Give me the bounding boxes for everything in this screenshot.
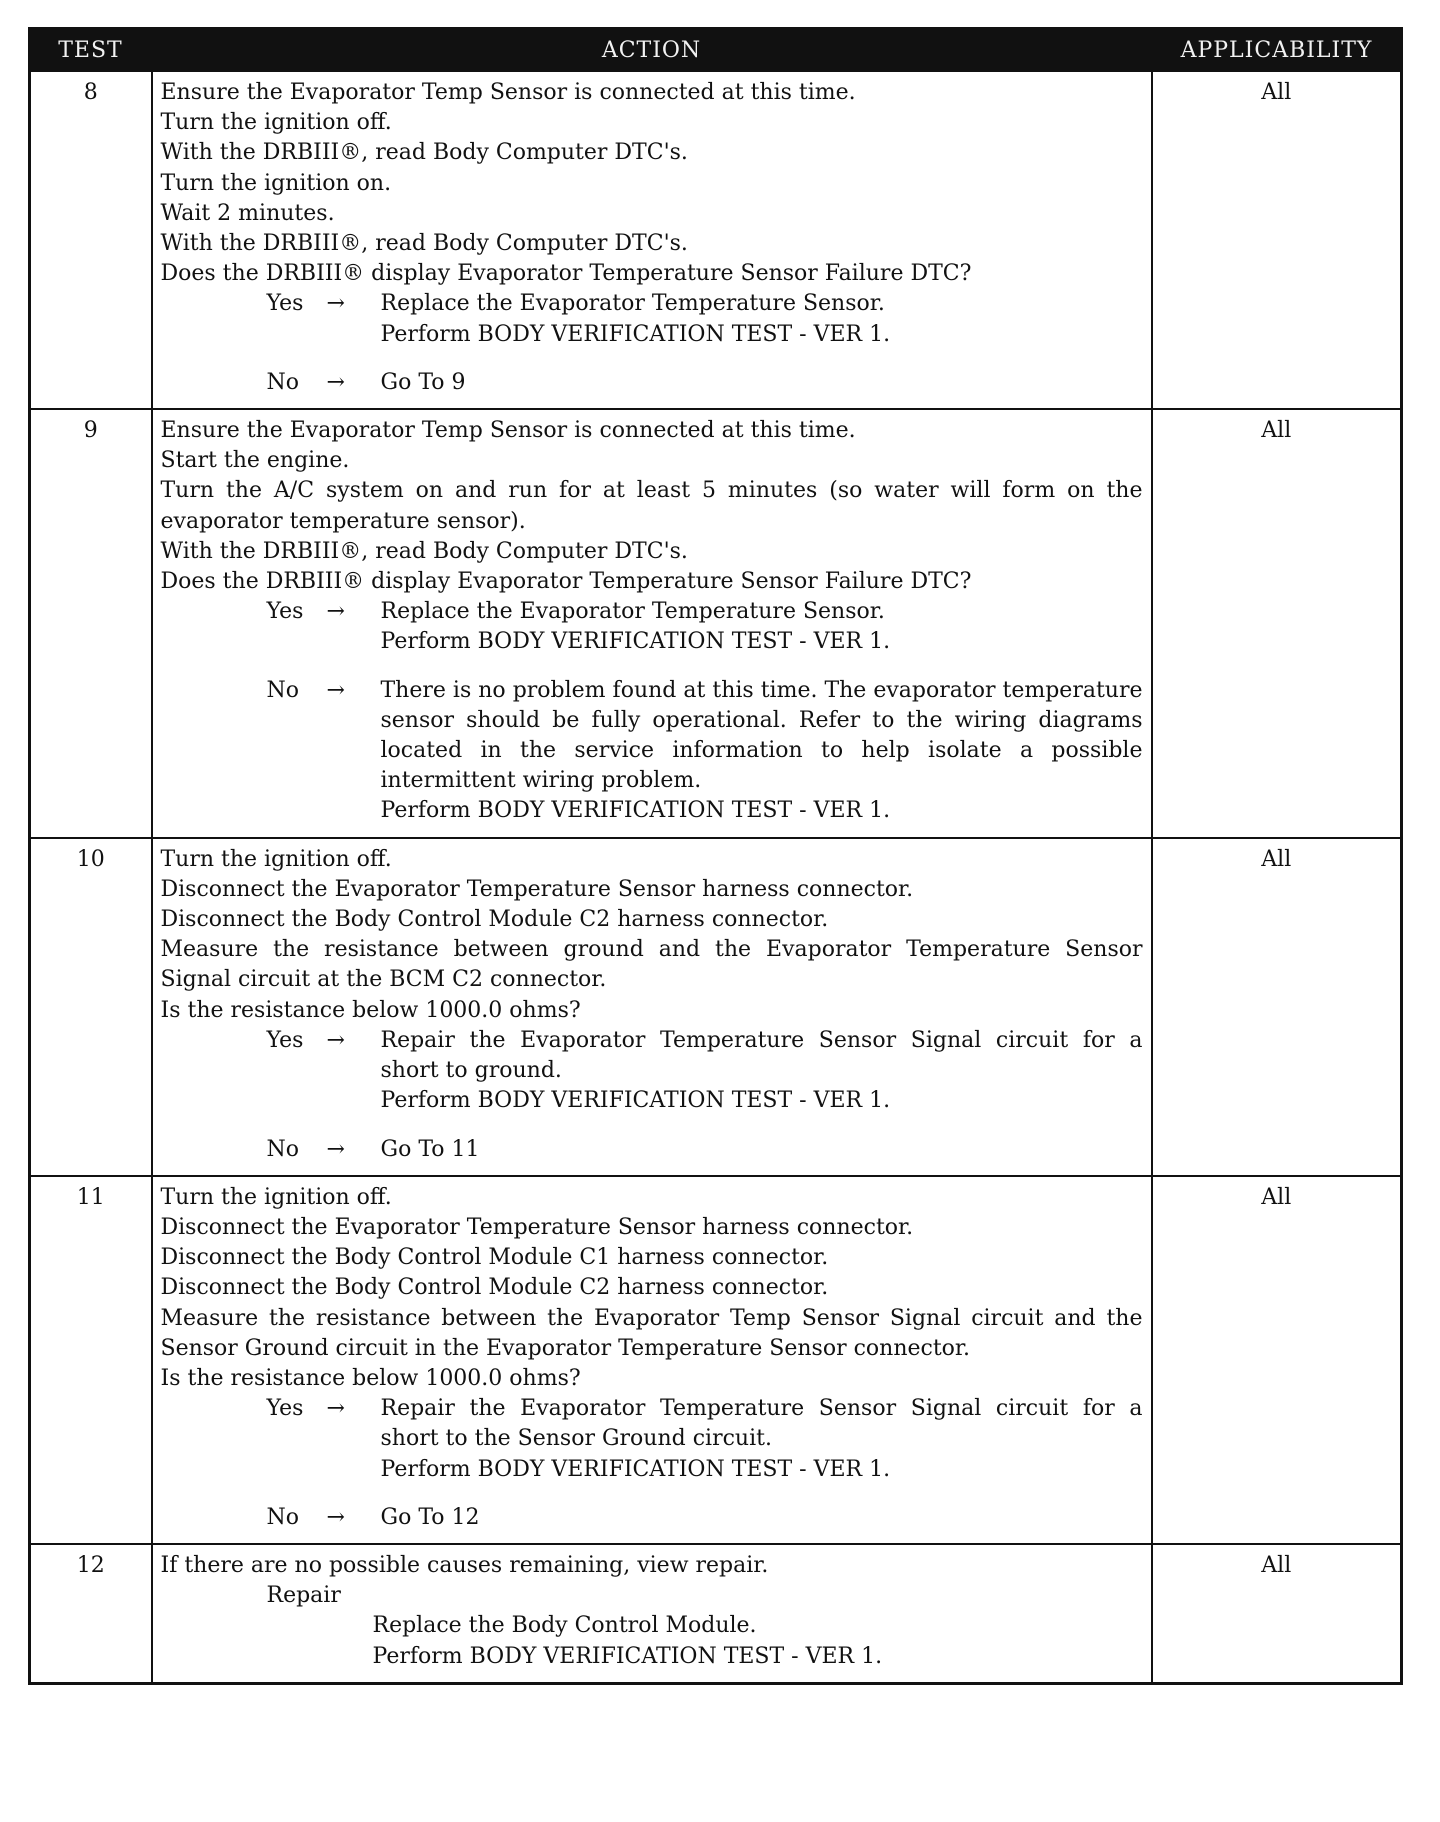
outcome-line: Perform BODY VERIFICATION TEST - VER 1.	[380, 1456, 891, 1482]
outcome-line: Perform BODY VERIFICATION TEST - VER 1.	[380, 629, 891, 655]
outcome-no-text	[381, 1135, 1143, 1165]
step-line: Does the DRBIII® display Evaporator Temperature Sensor Failure DTC?	[160, 569, 972, 595]
step-line: Ensure the Evaporator Temp Sensor is connected at this time.	[160, 418, 856, 444]
applicability-value: All	[1152, 838, 1402, 1176]
test-number: 8	[30, 71, 152, 409]
step-line: Turn the ignition off.	[160, 846, 392, 872]
applicability-value: All	[1152, 409, 1402, 838]
step-line: Disconnect the Evaporator Temperature Sensor harness connector.	[160, 1214, 914, 1240]
repair-label: Repair	[266, 1583, 341, 1609]
action-cell	[152, 1176, 1152, 1544]
outcome-no	[161, 676, 1143, 827]
table-row	[30, 71, 1402, 409]
outcome-no-text	[381, 676, 1143, 827]
outcome-yes-label: Yes	[266, 1396, 304, 1422]
outcome-no	[161, 368, 1143, 398]
outcome-line: Go To 12	[380, 1504, 480, 1530]
repair-lines	[373, 1611, 1143, 1671]
right-arrow-icon: →	[326, 369, 345, 395]
step-line: Start the engine.	[160, 448, 350, 474]
outcome-line: Perform BODY VERIFICATION TEST - VER 1.	[380, 798, 891, 824]
outcome-line: Go To 9	[380, 369, 466, 395]
outcome-line: Perform BODY VERIFICATION TEST - VER 1.	[380, 1088, 891, 1114]
header-action: ACTION	[152, 29, 1152, 72]
outcome-yes-label: Yes	[266, 599, 304, 625]
outcome-line: Replace the Evaporator Temperature Sensor.	[380, 599, 885, 625]
outcome-yes	[161, 1394, 1143, 1485]
outcome-yes-text	[381, 1394, 1143, 1485]
step-line: Disconnect the Body Control Module C2 harness connector.	[160, 907, 829, 933]
right-arrow-icon: →	[326, 291, 345, 317]
step-line: Wait 2 minutes.	[160, 200, 335, 226]
header-applicability: APPLICABILITY	[1152, 29, 1402, 72]
outcome-list	[161, 1026, 1143, 1165]
test-number: 12	[30, 1544, 152, 1683]
applicability-value: All	[1152, 1176, 1402, 1544]
action-cell	[152, 409, 1152, 838]
action-cell	[152, 1544, 1152, 1683]
outcome-list	[161, 289, 1143, 398]
outcome-no-label: No	[266, 1504, 299, 1530]
test-number: 11	[30, 1176, 152, 1544]
step-line: With the DRBIII®, read Body Computer DTC's.	[160, 140, 688, 166]
outcome-line: Repair the Evaporator Temperature Sensor Signal circuit for a short to the Sensor Ground circuit.	[380, 1396, 1143, 1452]
outcome-line: Replace the Evaporator Temperature Sensor.	[380, 291, 885, 317]
repair-line: Perform BODY VERIFICATION TEST - VER 1.	[372, 1643, 883, 1669]
outcome-yes	[161, 1026, 1143, 1117]
step-list	[161, 416, 1143, 597]
action-cell	[152, 71, 1152, 409]
outcome-list	[161, 1394, 1143, 1533]
outcome-no-text	[381, 1503, 1143, 1533]
outcome-line: There is no problem found at this time. The evaporator temperature sensor should be fully operational. Refer to the wiring diagrams located in the service information to help isolate a possible intermittent wiring problem.	[380, 677, 1143, 794]
header-test: TEST	[30, 29, 152, 72]
step-line: With the DRBIII®, read Body Computer DTC's.	[160, 538, 688, 564]
right-arrow-icon: →	[326, 1027, 345, 1053]
outcome-no	[161, 1503, 1143, 1533]
step-line: Is the resistance below 1000.0 ohms?	[160, 1365, 581, 1391]
step-line: Measure the resistance between the Evaporator Temp Sensor Signal circuit and the Sensor Ground circuit in the Evaporator Temperature Sensor connector.	[160, 1305, 1143, 1361]
outcome-yes	[161, 597, 1143, 657]
step-line: Measure the resistance between ground and the Evaporator Temperature Sensor Signal circuit at the BCM C2 connector.	[160, 937, 1143, 993]
outcome-no-text	[381, 368, 1143, 398]
step-line: Is the resistance below 1000.0 ohms?	[160, 997, 581, 1023]
table-row	[30, 409, 1402, 838]
step-line: If there are no possible causes remaining, view repair.	[160, 1552, 769, 1578]
repair-block	[161, 1581, 1143, 1672]
action-cell	[152, 838, 1152, 1176]
step-line: With the DRBIII®, read Body Computer DTC's.	[160, 231, 688, 257]
outcome-list	[161, 597, 1143, 826]
right-arrow-icon: →	[326, 1504, 345, 1530]
test-number: 10	[30, 838, 152, 1176]
step-line: Turn the ignition off.	[160, 1184, 392, 1210]
step-line: Turn the ignition off.	[160, 110, 392, 136]
outcome-yes-label: Yes	[266, 1027, 304, 1053]
table-row	[30, 1176, 1402, 1544]
diagnostic-test-table	[28, 27, 1403, 1685]
test-number: 9	[30, 409, 152, 838]
step-line: Turn the ignition on.	[160, 170, 392, 196]
step-line: Disconnect the Body Control Module C1 harness connector.	[160, 1245, 829, 1271]
step-list	[161, 1183, 1143, 1394]
step-line: Disconnect the Evaporator Temperature Sensor harness connector.	[160, 876, 914, 902]
repair-line: Replace the Body Control Module.	[372, 1613, 757, 1639]
outcome-yes	[161, 289, 1143, 349]
right-arrow-icon: →	[326, 1396, 345, 1422]
outcome-no-label: No	[266, 677, 299, 703]
outcome-yes-text	[381, 597, 1143, 657]
step-line: Ensure the Evaporator Temp Sensor is connected at this time.	[160, 80, 856, 105]
outcome-yes-text	[381, 289, 1143, 349]
outcome-no-label: No	[266, 369, 299, 395]
table-row	[30, 1544, 1402, 1683]
step-list	[161, 78, 1143, 289]
outcome-line: Perform BODY VERIFICATION TEST - VER 1.	[380, 321, 891, 347]
outcome-line: Go To 11	[380, 1136, 480, 1162]
table-row	[30, 838, 1402, 1176]
right-arrow-icon: →	[326, 1136, 345, 1162]
right-arrow-icon: →	[326, 599, 345, 625]
right-arrow-icon: →	[326, 677, 345, 703]
outcome-yes-label: Yes	[266, 291, 304, 317]
outcome-yes-text	[381, 1026, 1143, 1117]
step-line: Turn the A/C system on and run for at least 5 minutes (so water will form on the evaporator temperature sensor).	[160, 478, 1143, 534]
outcome-no	[161, 1135, 1143, 1165]
step-line: Disconnect the Body Control Module C2 harness connector.	[160, 1275, 829, 1301]
table-body	[30, 71, 1402, 1683]
table-header-row	[30, 29, 1402, 72]
step-line: Does the DRBIII® display Evaporator Temperature Sensor Failure DTC?	[160, 261, 972, 287]
step-list	[161, 845, 1143, 1026]
step-list	[161, 1551, 1143, 1581]
applicability-value: All	[1152, 71, 1402, 409]
outcome-no-label: No	[266, 1136, 299, 1162]
outcome-line: Repair the Evaporator Temperature Sensor Signal circuit for a short to ground.	[380, 1027, 1143, 1084]
applicability-value: All	[1152, 1544, 1402, 1683]
